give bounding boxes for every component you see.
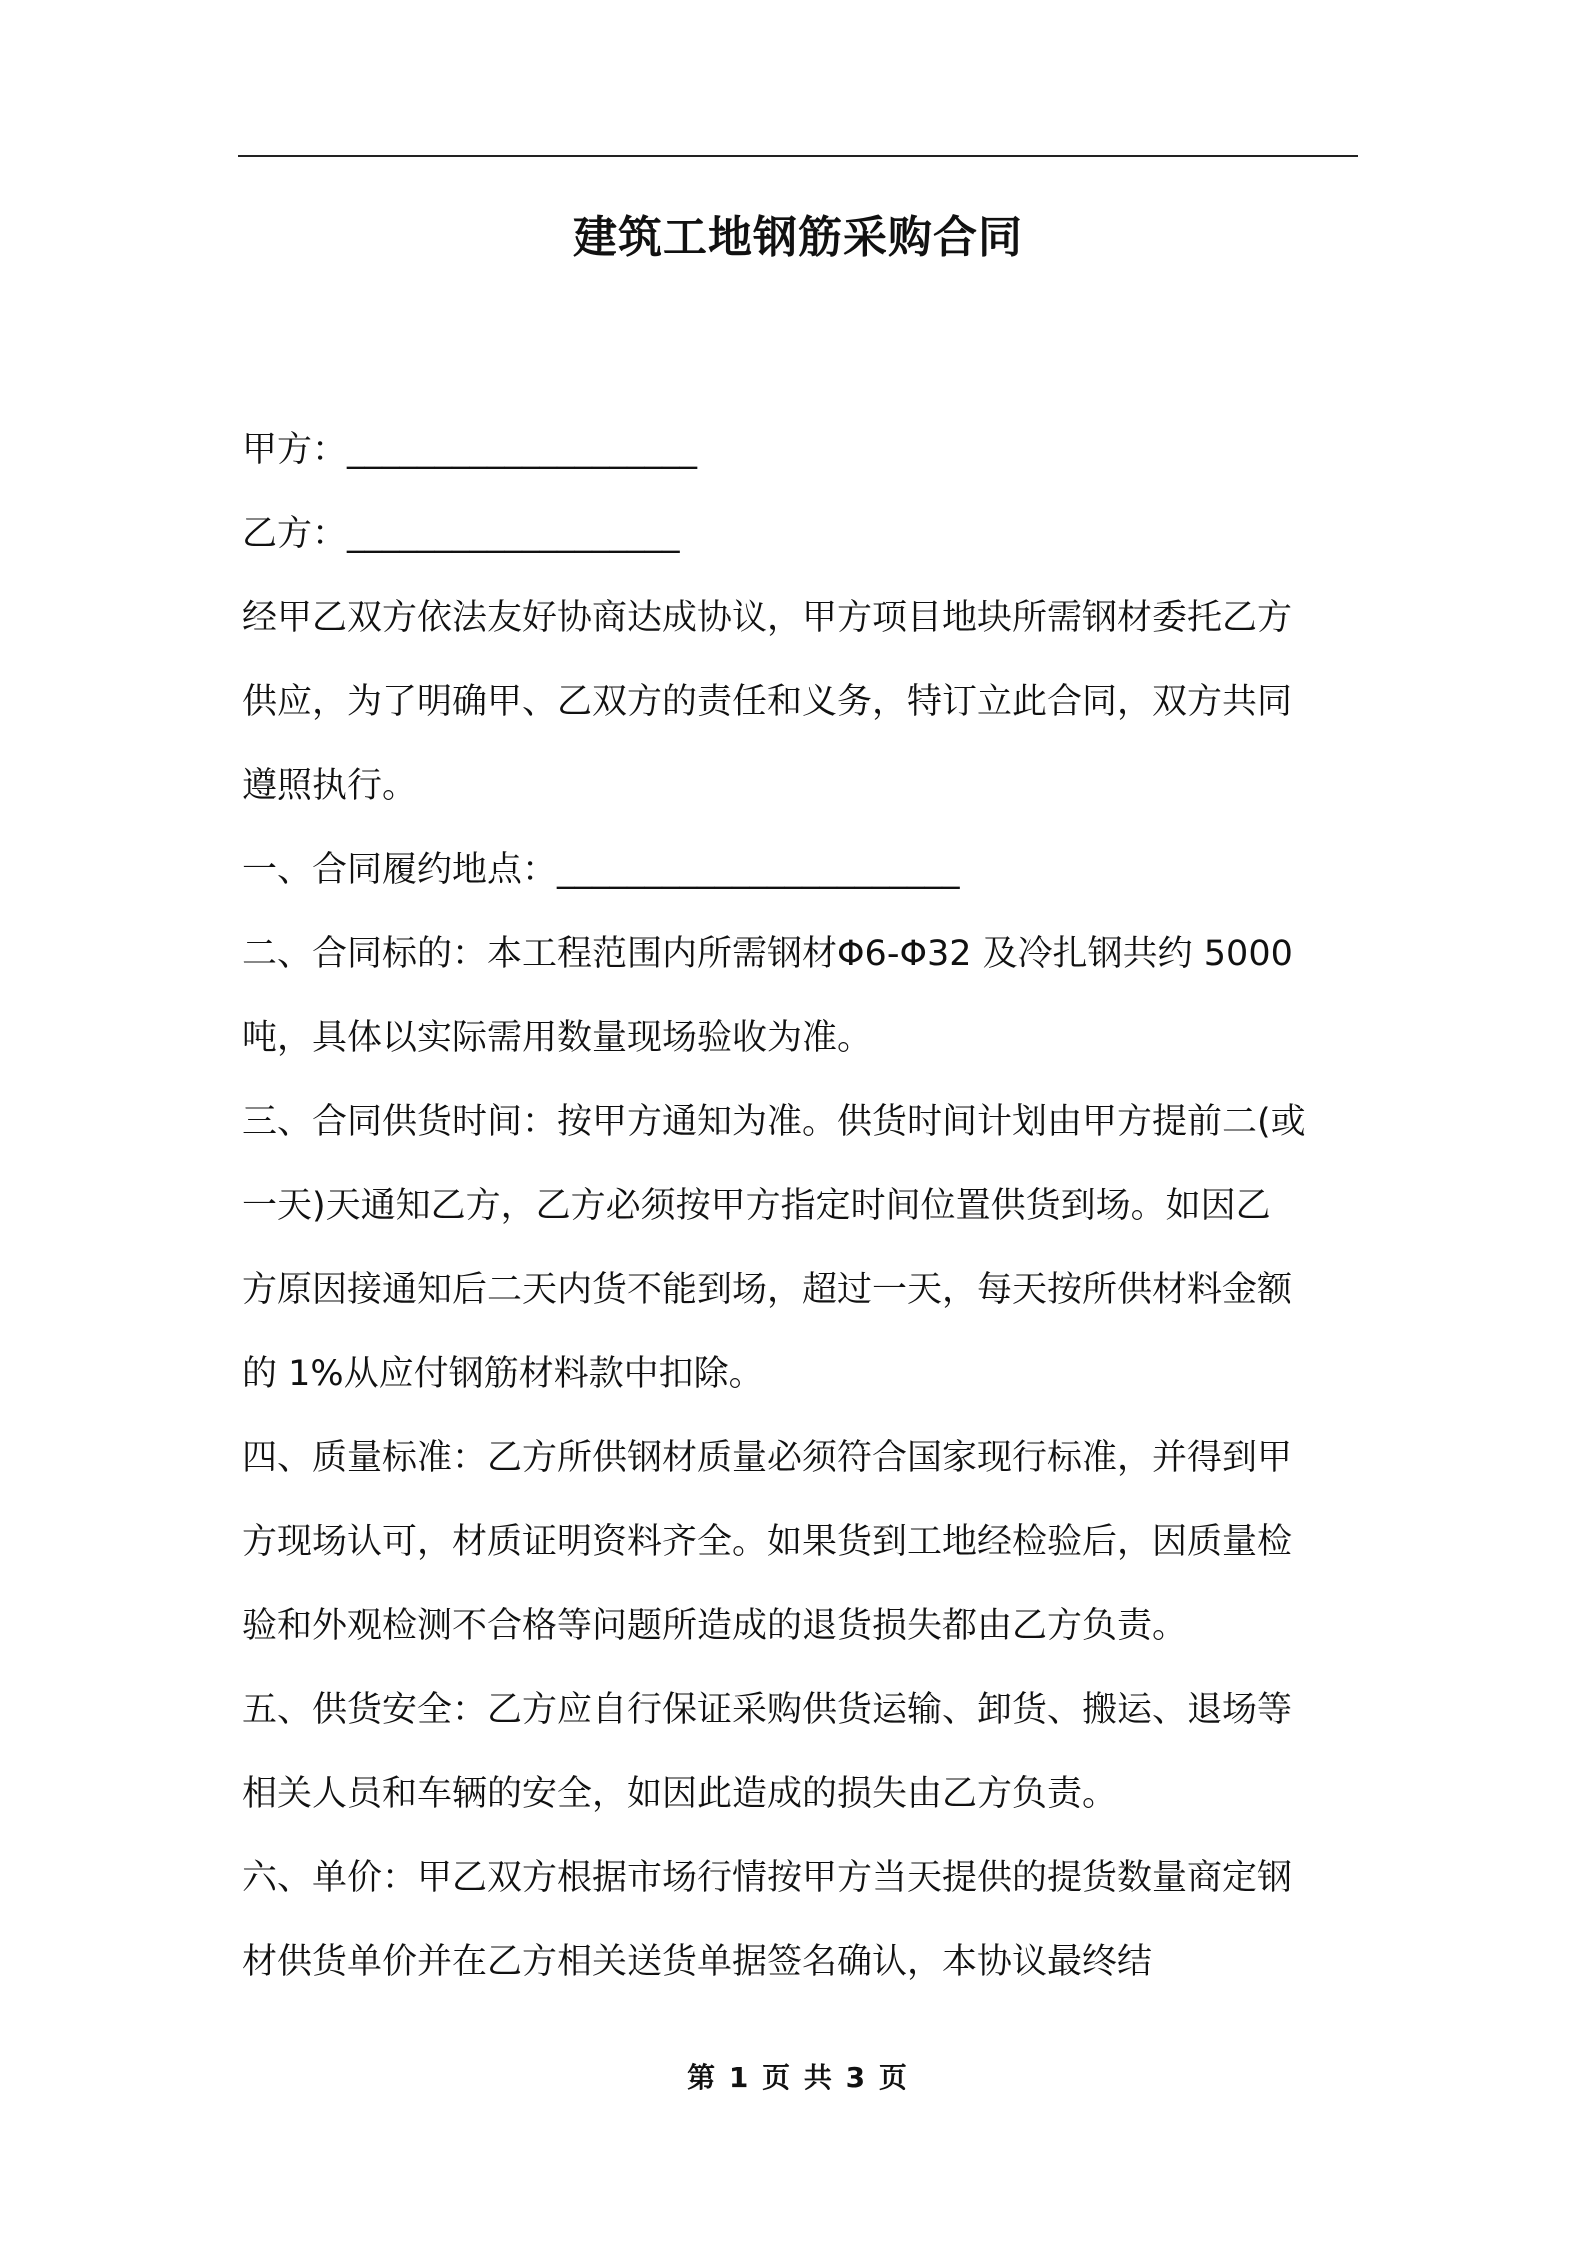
clause-1-location: 一、合同履约地点：_______________________ <box>242 850 960 890</box>
clause-4-line-3: 验和外观检测不合格等问题所造成的退货损失都由乙方负责。 <box>242 1606 1188 1646</box>
clause-4-line-2: 方现场认可，材质证明资料齐全。如果货到工地经检验后，因质量检 <box>242 1522 1293 1562</box>
header-rule <box>238 155 1358 157</box>
page-number-footer: 第 1 页 共 3 页 <box>687 2061 909 2094</box>
clause-3-line-3: 方原因接通知后二天内货不能到场，超过一天，每天按所供材料金额 <box>242 1270 1293 1310</box>
intro-line-2: 供应，为了明确甲、乙双方的责任和义务，特订立此合同，双方共同 <box>242 682 1293 722</box>
document-body <box>242 408 1360 2004</box>
intro-line-1: 经甲乙双方依法友好协商达成协议，甲方项目地块所需钢材委托乙方 <box>242 598 1293 638</box>
clause-6-line-2: 材供货单价并在乙方相关送货单据签名确认，本协议最终结 <box>242 1942 1153 1982</box>
clause-5-line-1: 五、供货安全：乙方应自行保证采购供货运输、卸货、搬运、退场等 <box>242 1690 1293 1730</box>
clause-2-line-2: 吨，具体以实际需用数量现场验收为准。 <box>242 1018 873 1058</box>
party-b-field: 乙方：___________________ <box>242 514 680 554</box>
clause-3-line-4: 的 1%从应付钢筋材料款中扣除。 <box>242 1354 764 1394</box>
clause-4-line-1: 四、质量标准：乙方所供钢材质量必须符合国家现行标准，并得到甲 <box>242 1438 1293 1478</box>
intro-line-3: 遵照执行。 <box>242 766 418 806</box>
clause-2-line-1: 二、合同标的：本工程范围内所需钢材Φ6-Φ32 及冷扎钢共约 5000 <box>242 934 1293 974</box>
clause-6-line-1: 六、单价：甲乙双方根据市场行情按甲方当天提供的提货数量商定钢 <box>242 1858 1293 1898</box>
party-a-field: 甲方：____________________ <box>242 430 698 470</box>
document-title: 建筑工地钢筋采购合同 <box>573 212 1023 263</box>
clause-5-line-2: 相关人员和车辆的安全，如因此造成的损失由乙方负责。 <box>242 1774 1118 1814</box>
clause-3-line-2: 一天)天通知乙方，乙方必须按甲方指定时间位置供货到场。如因乙 <box>242 1186 1271 1226</box>
clause-3-line-1: 三、合同供货时间：按甲方通知为准。供货时间计划由甲方提前二(或 <box>242 1102 1306 1142</box>
